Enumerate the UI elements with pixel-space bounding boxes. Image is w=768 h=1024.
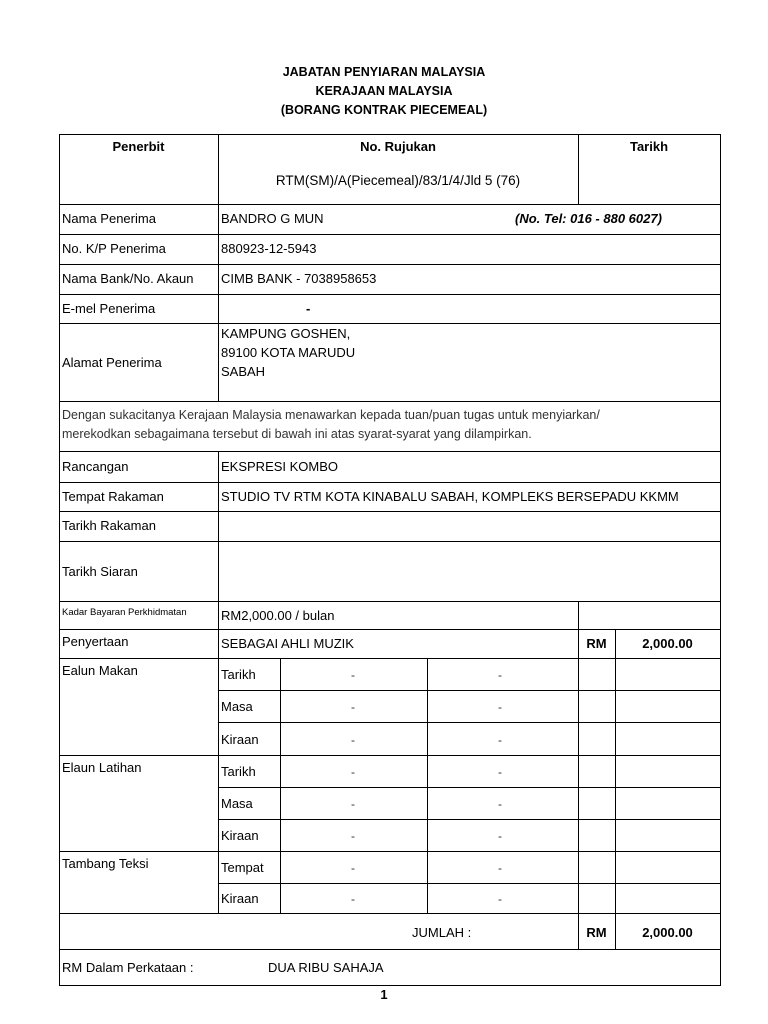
teksi-kiraan-dash-2: -	[498, 892, 502, 906]
penyertaan-value: SEBAGAI AHLI MUZIK	[221, 636, 354, 651]
teksi-tempat-label: Tempat	[221, 860, 264, 875]
email-label: E-mel Penerima	[62, 301, 156, 316]
tarikh-siaran-label: Tarikh Siaran	[62, 564, 138, 579]
header-line3: (BORANG KONTRAK PIECEMEAL)	[280, 103, 488, 117]
bank-value: CIMB BANK - 7038958653	[221, 271, 377, 286]
teksi-kiraan-dash-1: -	[351, 892, 355, 906]
latihan-tarikh-label: Tarikh	[221, 764, 256, 779]
alamat-line-2: 89100 KOTA MARUDU	[221, 345, 356, 360]
kp-penerima-label: No. K/P Penerima	[62, 241, 166, 256]
header-line2: KERAJAAN MALAYSIA	[315, 84, 453, 98]
latihan-kiraan-dash-2: -	[498, 829, 502, 843]
makan-kiraan-dash-2: -	[498, 733, 502, 747]
alamat-line-3: SABAH	[221, 364, 266, 379]
latihan-tarikh-dash-2: -	[498, 765, 502, 779]
jumlah-amount: 2,000.00	[642, 925, 693, 940]
rancangan-label: Rancangan	[62, 459, 129, 474]
makan-tarikh-dash-1: -	[351, 668, 355, 682]
latihan-kiraan-dash-1: -	[351, 829, 355, 843]
bank-label: Nama Bank/No. Akaun	[62, 271, 194, 286]
header-line1: JABATAN PENYIARAN MALAYSIA	[282, 65, 486, 79]
makan-masa-dash-2: -	[498, 700, 502, 714]
tempat-rakaman-label: Tempat Rakaman	[62, 489, 164, 504]
kp-penerima-value: 880923-12-5943	[221, 241, 317, 256]
latihan-tarikh-dash-1: -	[351, 765, 355, 779]
latihan-masa-dash-1: -	[351, 797, 355, 811]
rancangan-value: EKSPRESI KOMBO	[221, 459, 339, 474]
offer-line-2: merekodkan sebagaimana tersebut di bawah ini atas syarat-syarat yang dilampirkan.	[62, 427, 532, 441]
rujukan-label: No. Rujukan	[360, 139, 436, 154]
tambang-teksi-label: Tambang Teksi	[62, 856, 149, 871]
jumlah-currency: RM	[586, 925, 607, 940]
elaun-makan-label: Ealun Makan	[62, 663, 138, 678]
page-number: 1	[380, 987, 388, 1002]
jumlah-label: JUMLAH :	[412, 925, 472, 940]
latihan-kiraan-label: Kiraan	[221, 828, 259, 843]
teksi-tempat-dash-1: -	[351, 861, 355, 875]
teksi-kiraan-label: Kiraan	[221, 891, 259, 906]
telephone-number: (No. Tel: 016 - 880 6027)	[515, 211, 662, 226]
teksi-tempat-dash-2: -	[498, 861, 502, 875]
tarikh-rakaman-label: Tarikh Rakaman	[62, 518, 156, 533]
makan-kiraan-dash-1: -	[351, 733, 355, 747]
alamat-label: Alamat Penerima	[62, 355, 162, 370]
words-label: RM Dalam Perkataan :	[62, 960, 194, 975]
email-value: -	[306, 301, 311, 316]
kadar-label: Kadar Bayaran Perkhidmatan	[62, 607, 187, 618]
makan-masa-dash-1: -	[351, 700, 355, 714]
nama-penerima-label: Nama Penerima	[62, 211, 156, 226]
alamat-line-1: KAMPUNG GOSHEN,	[221, 326, 351, 341]
latihan-masa-label: Masa	[221, 796, 253, 811]
makan-masa-label: Masa	[221, 699, 253, 714]
elaun-latihan-label: Elaun Latihan	[62, 760, 142, 775]
kadar-value: RM2,000.00 / bulan	[221, 608, 335, 623]
penerbit-label: Penerbit	[112, 139, 165, 154]
nama-penerima-value: BANDRO G MUN	[221, 211, 324, 226]
rujukan-value: RTM(SM)/A(Piecemeal)/83/1/4/Jld 5 (76)	[275, 173, 521, 188]
tarikh-label: Tarikh	[629, 139, 669, 154]
penyertaan-currency: RM	[586, 636, 607, 651]
latihan-masa-dash-2: -	[498, 797, 502, 811]
penyertaan-amount: 2,000.00	[642, 636, 693, 651]
penyertaan-label: Penyertaan	[62, 634, 129, 649]
offer-line-1: Dengan sukacitanya Kerajaan Malaysia menawarkan kepada tuan/puan tugas untuk menyiarkan/	[62, 408, 600, 422]
tempat-rakaman-value: STUDIO TV RTM KOTA KINABALU SABAH, KOMPLEKS BERSEPADU KKMM	[221, 489, 679, 504]
words-value: DUA RIBU SAHAJA	[268, 960, 384, 975]
makan-tarikh-dash-2: -	[498, 668, 502, 682]
makan-tarikh-label: Tarikh	[221, 667, 256, 682]
makan-kiraan-label: Kiraan	[221, 732, 259, 747]
